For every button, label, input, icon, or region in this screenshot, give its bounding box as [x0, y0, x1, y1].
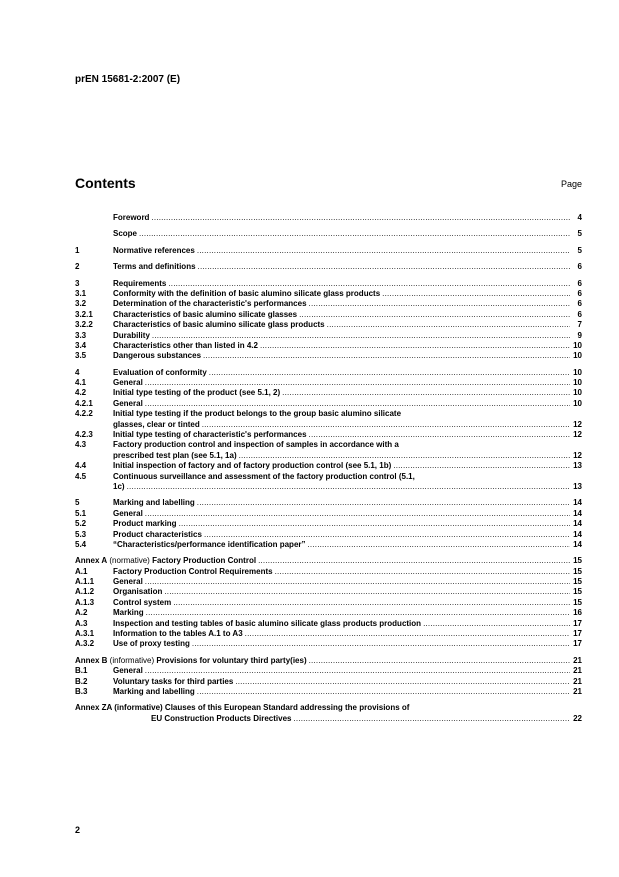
toc-leader-dots: [151, 213, 570, 223]
toc-entry[interactable]: [75, 388, 582, 398]
toc-entry-page: 12: [573, 450, 582, 460]
toc-entry-page: 10: [573, 367, 582, 377]
toc-entry-title: Annex ZA (informative) Clauses of this European Standard addressing the provisions of: [75, 703, 410, 713]
toc-entry-title: Voluntary tasks for third parties: [113, 676, 234, 686]
toc-entry-title: Dangerous substances: [113, 351, 202, 361]
toc-entry-page: 10: [573, 398, 582, 408]
toc-entry-number: 4.1: [75, 378, 87, 388]
toc-leader-dots: [327, 320, 570, 330]
toc-entry-number: A.2: [75, 608, 88, 618]
toc-entry[interactable]: [75, 289, 582, 299]
toc-leader-dots: [209, 368, 570, 378]
toc-entry-page: 21: [573, 666, 582, 676]
page-number: 2: [75, 825, 81, 835]
toc-entry-page: 6: [577, 288, 582, 298]
toc-leader-dots: [145, 509, 570, 519]
toc-leader-dots: [203, 351, 570, 361]
toc-entry-page: 17: [573, 639, 582, 649]
toc-entry-title: Initial type testing of the product (see 5.1, 2): [113, 388, 281, 398]
toc-entry-page: 6: [577, 262, 582, 272]
toc-entry-title: Marking and labelling: [113, 687, 195, 696]
toc-entry-title: Foreword: [113, 212, 150, 222]
toc-entry-number: B.1: [75, 666, 88, 676]
toc-entry-page: 5: [577, 229, 582, 239]
toc-entry-title: Product characteristics: [113, 529, 202, 539]
toc-entry[interactable]: [75, 378, 582, 388]
toc-leader-dots: [309, 299, 570, 309]
toc-entry[interactable]: [75, 714, 582, 724]
toc-leader-dots: [235, 677, 570, 687]
toc-leader-dots: [204, 530, 570, 540]
toc-entry[interactable]: [75, 320, 582, 330]
toc-leader-dots: [145, 399, 570, 409]
toc-entry-title: Organisation: [113, 587, 163, 597]
toc-entry-number: 3.4: [75, 340, 87, 350]
contents-heading: Contents: [75, 175, 136, 191]
toc-entry[interactable]: [75, 629, 582, 639]
toc-entry[interactable]: [75, 598, 582, 608]
toc-entry-title: “Characteristics/performance identification paper”: [113, 539, 306, 549]
toc-entry-page: 14: [573, 508, 582, 518]
toc-entry-number: 2: [75, 262, 80, 272]
toc-entry-page: 15: [573, 577, 582, 587]
toc-entry-page: 14: [573, 529, 582, 539]
toc-leader-dots: [282, 388, 570, 398]
toc-leader-dots: [152, 331, 570, 341]
toc-leader-dots: [202, 420, 570, 430]
toc-entry[interactable]: [75, 567, 582, 577]
toc-entry-title: [75, 556, 256, 566]
toc-entry-title: Characteristics other than listed in 4.2: [113, 340, 258, 350]
document-id: prEN 15681-2:2007 (E): [75, 74, 181, 85]
toc-entry-page: 15: [573, 566, 582, 576]
toc-entry-number: A.1: [75, 566, 88, 576]
toc-entry[interactable]: [75, 341, 582, 351]
toc-entry-title: Evaluation of conformity: [113, 367, 207, 377]
toc-entry-page: 7: [577, 320, 582, 330]
toc-entry-number: 5: [75, 498, 80, 508]
toc-entry-number: 4.2.3: [75, 430, 93, 440]
annex-title: Provisions for voluntary third party(ies): [156, 655, 307, 665]
toc-entry[interactable]: [75, 262, 582, 272]
toc-entry-number: 3: [75, 278, 80, 288]
toc-entry-page: 15: [573, 587, 582, 597]
toc-entry-title: Initial type testing if the product belongs to the group basic alumino silicate: [113, 409, 402, 419]
toc-entry[interactable]: [75, 556, 582, 566]
toc-entry-title: Marking and labelling: [113, 498, 195, 508]
toc-leader-dots: [308, 540, 571, 550]
toc-entry[interactable]: [75, 451, 582, 461]
toc-entry-number: 4.4: [75, 461, 87, 471]
toc-entry[interactable]: [75, 619, 582, 629]
toc-leader-dots: [164, 587, 570, 597]
toc-entry[interactable]: [75, 482, 582, 492]
toc-entry-title: Initial type testing of characteristic's performances: [113, 430, 307, 440]
toc-leader-dots: [309, 430, 570, 440]
toc-entry-page: 6: [577, 278, 582, 288]
toc-entry-title: Information to the tables A.1 to A3: [113, 629, 243, 639]
toc-entry-page: 21: [573, 687, 582, 696]
toc-entry[interactable]: [75, 639, 582, 649]
toc-entry-page: 16: [573, 608, 582, 618]
toc-entry[interactable]: [75, 687, 582, 697]
toc-entry-number: 3.2: [75, 299, 87, 309]
toc-leader-dots: [423, 619, 570, 629]
toc-leader-dots: [258, 556, 570, 566]
toc-entry-page: 4: [577, 212, 582, 222]
toc-entry-number: B.2: [75, 676, 88, 686]
toc-entry-number: 3.2.2: [75, 320, 93, 330]
toc-entry-title: Requirements: [113, 278, 167, 288]
toc-entry-title: General: [113, 398, 143, 408]
toc-entry[interactable]: [75, 608, 582, 618]
toc-entry-title: prescribed test plan (see 5.1, 1a): [113, 450, 237, 460]
toc-entry-title: Continuous surveillance and assessment of the factory production control (5.1,: [113, 471, 415, 481]
toc-leader-dots: [139, 229, 570, 239]
toc-leader-dots: [173, 598, 570, 608]
toc-entry[interactable]: [75, 530, 582, 540]
toc-entry[interactable]: [75, 229, 582, 239]
toc-entry-title: Scope: [113, 229, 138, 239]
toc-entry-number: 1: [75, 245, 80, 255]
toc-entry-number: 4.2.2: [75, 409, 93, 419]
annex-type: (informative): [107, 655, 157, 665]
toc-leader-dots: [197, 246, 570, 256]
toc-entry-number: A.3.2: [75, 639, 95, 649]
toc-entry-number: 4.2.1: [75, 398, 93, 408]
toc-entry[interactable]: [75, 430, 582, 440]
annex-type: (normative): [107, 556, 153, 566]
toc-entry[interactable]: [75, 498, 582, 508]
toc-entry[interactable]: [75, 656, 582, 666]
toc-leader-dots: [179, 519, 570, 529]
toc-entry-title: Product marking: [113, 519, 177, 529]
toc-entry-title: General: [113, 577, 143, 587]
toc-entry-title: Normative references: [113, 245, 195, 255]
toc-entry-title: Durability: [113, 330, 150, 340]
toc-entry-number: B.3: [75, 687, 88, 696]
toc-entry[interactable]: [75, 409, 582, 419]
toc-leader-dots: [197, 687, 570, 697]
toc-entry-page: 9: [577, 330, 582, 340]
toc-entry[interactable]: [75, 666, 582, 676]
toc-entry[interactable]: [75, 299, 582, 309]
toc-entry-title: Terms and definitions: [113, 262, 196, 272]
toc-entry-page: 17: [573, 618, 582, 628]
toc-entry-title: General: [113, 666, 143, 676]
annex-label: Annex B: [75, 655, 108, 665]
toc-entry-page: 14: [573, 539, 582, 549]
toc-entry-page: 17: [573, 629, 582, 639]
toc-entry-number: 3.5: [75, 351, 87, 361]
toc-entry-number: 5.3: [75, 529, 87, 539]
toc-entry-title: General: [113, 378, 143, 388]
toc-entry-title: Use of proxy testing: [113, 639, 190, 649]
toc-entry[interactable]: [75, 588, 582, 598]
toc-leader-dots: [299, 310, 570, 320]
toc-entry-title: Factory Production Control Requirements: [113, 566, 273, 576]
toc-entry-title: Characteristics of basic alumino silicate glasses: [113, 309, 298, 319]
toc-entry-number: A.1.1: [75, 577, 95, 587]
toc-entry-title: glasses, clear or tinted: [113, 419, 200, 429]
toc-entry-title: 1c): [113, 481, 125, 491]
toc-leader-dots: [260, 341, 570, 351]
toc-entry[interactable]: [75, 440, 582, 450]
toc-entry-title: Conformity with the definition of basic alumino silicate glass products: [113, 288, 381, 298]
toc-entry-number: A.1.2: [75, 587, 95, 597]
toc-entry-number: A.1.3: [75, 597, 95, 607]
toc-entry-number: 5.1: [75, 508, 87, 518]
toc-leader-dots: [245, 629, 570, 639]
toc-leader-dots: [168, 279, 570, 289]
toc-entry[interactable]: [75, 368, 582, 378]
toc-entry-number: A.3: [75, 618, 88, 628]
toc-entry[interactable]: [75, 472, 582, 482]
toc-entry-page: 10: [573, 378, 582, 388]
toc-entry-page: 10: [573, 388, 582, 398]
toc-entry[interactable]: [75, 509, 582, 519]
toc-entry-page: 12: [573, 430, 582, 440]
toc-leader-dots: [146, 608, 570, 618]
toc-entry[interactable]: [75, 577, 582, 587]
toc-leader-dots: [145, 378, 570, 388]
toc-leader-dots: [275, 567, 570, 577]
toc-entry[interactable]: [75, 310, 582, 320]
toc-leader-dots: [293, 714, 570, 724]
toc-entry[interactable]: [75, 519, 582, 529]
toc-leader-dots: [145, 577, 570, 587]
toc-entry[interactable]: [75, 246, 582, 256]
toc-entry-page: 15: [573, 597, 582, 607]
toc-entry-page: 10: [573, 351, 582, 361]
toc-entry-page: 6: [577, 299, 582, 309]
toc-entry[interactable]: [75, 351, 582, 361]
toc-entry-number: 4: [75, 367, 80, 377]
toc-entry-page: 13: [573, 461, 582, 471]
toc-entry-page: 6: [577, 309, 582, 319]
page-column-label: Page: [560, 179, 582, 189]
toc-entry[interactable]: [75, 279, 582, 289]
toc-leader-dots: [145, 666, 570, 676]
toc-entry[interactable]: [75, 677, 582, 687]
toc-entry-title: General: [113, 508, 143, 518]
annex-title: Factory Production Control: [152, 556, 257, 566]
toc-entry-page: 15: [573, 556, 582, 566]
toc-entry-number: 5.2: [75, 519, 87, 529]
toc-entry-page: 5: [577, 245, 582, 255]
toc-entry-number: 4.2: [75, 388, 87, 398]
toc-entry-page: 10: [573, 340, 582, 350]
toc-entry-number: 5.4: [75, 539, 87, 549]
toc-entry-page: 13: [573, 481, 582, 491]
table-of-contents: [75, 213, 582, 724]
toc-entry-title: Characteristics of basic alumino silicate glass products: [113, 320, 325, 330]
toc-entry-number: 3.3: [75, 330, 87, 340]
toc-entry[interactable]: [75, 540, 582, 550]
toc-entry[interactable]: [75, 331, 582, 341]
toc-entry-title: [75, 656, 307, 666]
toc-entry-title: Marking: [113, 608, 144, 618]
toc-entry-number: 3.2.1: [75, 309, 93, 319]
toc-leader-dots: [382, 289, 570, 299]
toc-leader-dots: [309, 656, 570, 666]
toc-entry-number: A.3.1: [75, 629, 95, 639]
toc-entry-page: 14: [573, 498, 582, 508]
toc-entry[interactable]: [75, 213, 582, 223]
toc-leader-dots: [239, 451, 570, 461]
toc-entry-page: 21: [573, 676, 582, 686]
toc-entry[interactable]: [75, 703, 582, 713]
toc-leader-dots: [393, 461, 570, 471]
toc-entry-title: Factory production control and inspection of samples in accordance with a: [113, 440, 399, 450]
toc-entry-number: 4.5: [75, 471, 87, 481]
toc-leader-dots: [192, 639, 570, 649]
toc-entry-title: Determination of the characteristic's performances: [113, 299, 307, 309]
toc-entry-title: Inspection and testing tables of basic alumino silicate glass products production: [113, 618, 422, 628]
toc-entry-title: Control system: [113, 597, 172, 607]
toc-entry[interactable]: [75, 461, 582, 471]
toc-entry-page: 12: [573, 419, 582, 429]
toc-entry-page: 14: [573, 519, 582, 529]
toc-entry-title: EU Construction Products Directives: [151, 713, 292, 723]
toc-entry-page: 22: [573, 713, 582, 723]
toc-leader-dots: [127, 482, 570, 492]
annex-label: Annex A: [75, 556, 108, 566]
toc-entry[interactable]: [75, 399, 582, 409]
toc-entry-number: 3.1: [75, 288, 87, 298]
toc-entry-page: 21: [573, 655, 582, 665]
toc-leader-dots: [198, 262, 570, 272]
toc-entry-number: 4.3: [75, 440, 87, 450]
toc-leader-dots: [197, 498, 570, 508]
toc-entry[interactable]: [75, 420, 582, 430]
toc-entry-title: Initial inspection of factory and of factory production control (see 5.1, 1b): [113, 461, 392, 471]
